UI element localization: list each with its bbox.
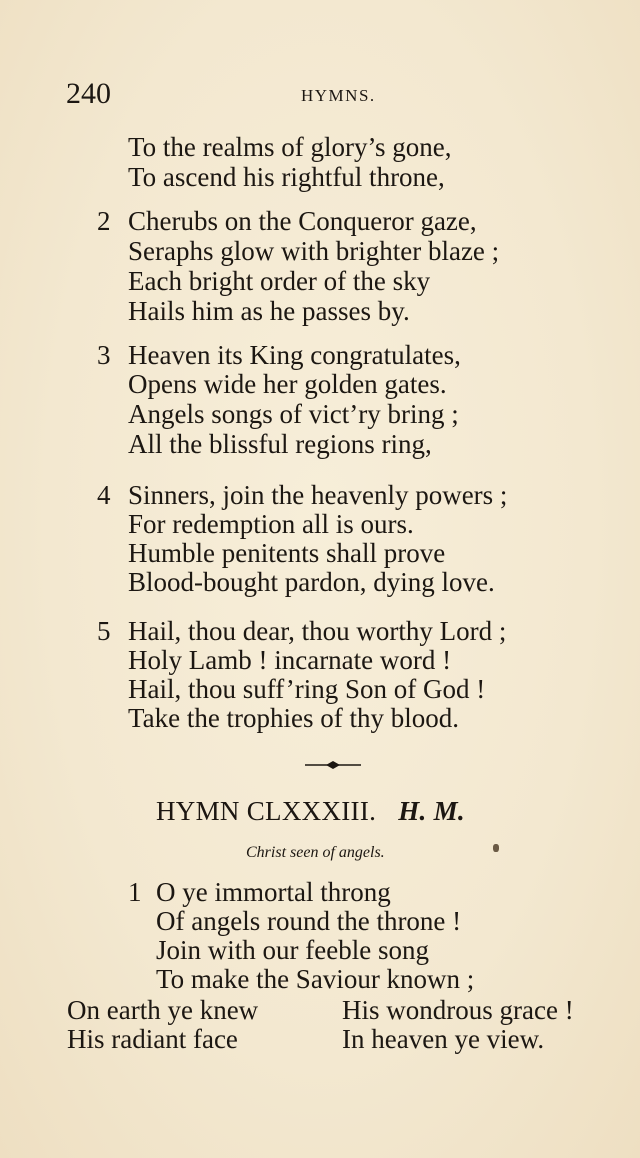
verse-line-right: His wondrous grace ! xyxy=(342,995,574,1025)
verse-line: Blood-bought pardon, dying love. xyxy=(128,567,495,597)
stanza-number: 1 xyxy=(128,877,142,907)
verse-line: Cherubs on the Conqueror gaze, xyxy=(128,206,477,236)
verse-line: Of angels round the throne ! xyxy=(156,906,462,936)
running-head: HYMNS. xyxy=(301,86,376,105)
verse-line: Sinners, join the heavenly powers ; xyxy=(128,480,508,510)
stanza-number: 3 xyxy=(97,340,111,370)
stanza-number: 5 xyxy=(97,616,111,646)
verse-line: Opens wide her golden gates. xyxy=(128,369,447,399)
hymn-subtitle: Christ seen of angels. xyxy=(246,844,385,861)
verse-line-left: His radiant face xyxy=(67,1024,238,1054)
verse-line: To the realms of glory’s gone, xyxy=(128,132,452,162)
verse-line: Hails him as he passes by. xyxy=(128,296,410,326)
verse-line: Hail, thou dear, thou worthy Lord ; xyxy=(128,616,507,646)
verse-line-right: In heaven ye view. xyxy=(342,1024,545,1054)
hymn-number: HYMN CLXXXIII. xyxy=(156,796,377,826)
verse-line: Hail, thou suff’ring Son of God ! xyxy=(128,674,486,704)
ornament-divider-icon xyxy=(304,758,362,772)
verse-line: Heaven its King congratulates, xyxy=(128,340,461,370)
verse-line: Take the trophies of thy blood. xyxy=(128,703,460,733)
verse-line: Each bright order of the sky xyxy=(128,266,431,296)
verse-line: Holy Lamb ! incarnate word ! xyxy=(128,645,452,675)
verse-line: O ye immortal throng xyxy=(156,877,391,907)
ink-speck xyxy=(493,844,499,852)
page-header xyxy=(66,78,386,110)
verse-line: Humble penitents shall prove xyxy=(128,538,446,568)
page-number: 240 xyxy=(66,77,111,110)
stanza-number: 2 xyxy=(97,206,111,236)
verse-line: All the blissful regions ring, xyxy=(128,429,432,459)
verse-line: Join with our feeble song xyxy=(156,935,429,965)
verse-line: To make the Saviour known ; xyxy=(156,964,475,994)
hymn-meter: H. M. xyxy=(398,796,465,826)
hymn-title xyxy=(156,795,465,827)
verse-line: To ascend his rightful throne, xyxy=(128,162,445,192)
verse-line: Seraphs glow with brighter blaze ; xyxy=(128,236,500,266)
verse-line: Angels songs of vict’ry bring ; xyxy=(128,399,459,429)
stanza-number: 4 xyxy=(97,480,111,510)
verse-line-left: On earth ye knew xyxy=(67,995,259,1025)
verse-line: For redemption all is ours. xyxy=(128,509,414,539)
